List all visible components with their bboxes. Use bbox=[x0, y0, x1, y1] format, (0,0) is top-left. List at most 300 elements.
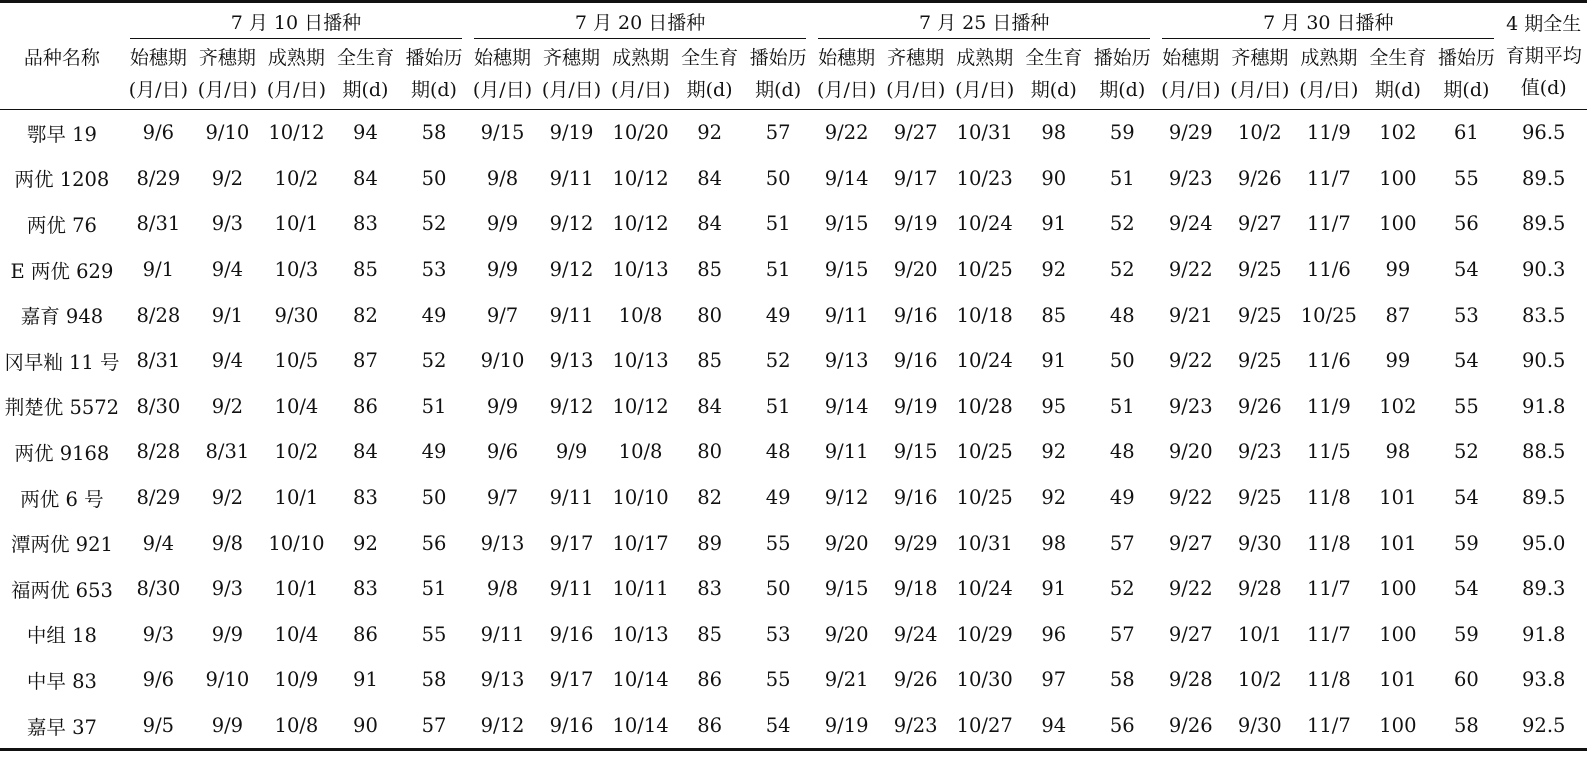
subcolumn-header bbox=[1019, 39, 1088, 110]
table-cell: 9/19 bbox=[893, 394, 938, 418]
table-cell: 56 bbox=[1088, 703, 1156, 750]
table-cell: 61 bbox=[1432, 110, 1500, 156]
table-cell: 11/7 bbox=[1306, 622, 1351, 646]
subcolumn-header-line: 播始历 bbox=[1093, 47, 1151, 69]
table-cell: 10/9 bbox=[274, 668, 319, 692]
table-cell: 9/22 bbox=[1168, 577, 1213, 601]
table-cell: 11/5 bbox=[1306, 440, 1351, 464]
average-value-cell: 91.8 bbox=[1522, 394, 1566, 418]
table-cell: 9/26 bbox=[1237, 166, 1282, 190]
table-cell: 8/30 bbox=[136, 577, 181, 601]
table-cell: 85 bbox=[353, 258, 378, 282]
subcolumn-header-line: 齐穗期 bbox=[198, 47, 256, 69]
average-header-line: 值(d) bbox=[1520, 77, 1567, 99]
table-cell: 9/28 bbox=[1237, 577, 1282, 601]
subcolumn-header bbox=[950, 39, 1019, 110]
table-cell: 10/24 bbox=[956, 577, 1013, 601]
table-cell: 9/3 bbox=[211, 212, 244, 236]
table-cell: 53 bbox=[1454, 303, 1479, 327]
subcolumn-header-line: (月/日) bbox=[610, 79, 671, 101]
table-cell: 9/25 bbox=[1237, 349, 1282, 373]
table-cell: 9/20 bbox=[893, 258, 938, 282]
table-cell: 80 bbox=[697, 303, 723, 327]
table-cell: 10/8 bbox=[618, 440, 663, 464]
table-cell: 57 bbox=[1109, 531, 1135, 555]
subcolumn-header-line: 期(d) bbox=[755, 79, 802, 101]
table-cell: 51 bbox=[765, 212, 791, 236]
variety-name-cell: 中组 18 bbox=[26, 624, 97, 648]
table-cell: 52 bbox=[421, 349, 447, 373]
table-cell: 10/25 bbox=[956, 258, 1013, 282]
table-cell: 9/12 bbox=[468, 703, 537, 750]
subcolumn-header-line: (月/日) bbox=[541, 79, 602, 101]
subcolumn-header-line: 播始历 bbox=[1437, 47, 1495, 69]
table-cell: 90 bbox=[1041, 166, 1067, 190]
subcolumn-header bbox=[537, 39, 606, 110]
table-cell: 8/31 bbox=[136, 212, 181, 236]
subcolumn-header bbox=[124, 39, 193, 110]
sowing-date-group-header: 7 月 30 日播种 bbox=[1156, 2, 1500, 40]
table-cell: 82 bbox=[697, 486, 723, 510]
table-cell: 10/1 bbox=[1237, 622, 1282, 646]
table-cell: 9/26 bbox=[1237, 394, 1282, 418]
table-cell: 10/31 bbox=[950, 110, 1019, 156]
table-cell: 9/15 bbox=[824, 212, 869, 236]
variety-name-cell: E 两优 629 bbox=[10, 259, 114, 283]
table-cell: 84 bbox=[697, 166, 723, 190]
table-cell: 9/17 bbox=[549, 531, 594, 555]
table-cell: 9/12 bbox=[549, 212, 594, 236]
table-cell: 85 bbox=[697, 258, 723, 282]
table-cell: 9/11 bbox=[549, 486, 594, 510]
table-cell: 9/26 bbox=[893, 668, 938, 692]
table-cell: 9/3 bbox=[211, 577, 244, 601]
table-cell: 48 bbox=[1109, 440, 1135, 464]
table-cell: 11/7 bbox=[1306, 212, 1351, 236]
variety-name-cell: 两优 6 号 bbox=[20, 487, 104, 511]
table-cell: 52 bbox=[1454, 440, 1479, 464]
table-cell: 10/30 bbox=[956, 668, 1013, 692]
table-cell: 49 bbox=[765, 486, 791, 510]
table-cell: 98 bbox=[1041, 531, 1067, 555]
table-row bbox=[0, 612, 1587, 658]
table-cell: 9/13 bbox=[549, 349, 594, 373]
table-cell: 9/15 bbox=[893, 440, 938, 464]
table-cell: 10/25 bbox=[1300, 303, 1357, 327]
table-cell: 10/13 bbox=[612, 349, 669, 373]
table-cell: 53 bbox=[421, 258, 447, 282]
table-cell: 9/23 bbox=[881, 703, 950, 750]
table-cell: 94 bbox=[331, 110, 400, 156]
table-cell: 8/28 bbox=[136, 440, 181, 464]
average-value-cell: 93.8 bbox=[1522, 668, 1566, 692]
table-cell: 51 bbox=[765, 394, 791, 418]
table-cell: 10/2 bbox=[274, 166, 319, 190]
table-cell: 84 bbox=[353, 166, 378, 190]
table-cell: 9/11 bbox=[549, 166, 594, 190]
table-cell: 51 bbox=[421, 394, 447, 418]
subcolumn-header-line: 齐穗期 bbox=[543, 47, 601, 69]
subcolumn-header-line: 播始历 bbox=[749, 47, 807, 69]
table-cell: 9/29 bbox=[893, 531, 938, 555]
average-value-cell: 90.5 bbox=[1522, 349, 1566, 373]
subcolumn-header bbox=[1363, 39, 1432, 110]
table-cell: 10/17 bbox=[612, 531, 669, 555]
table-cell: 9/24 bbox=[1168, 212, 1213, 236]
subcolumn-header-line: (月/日) bbox=[197, 79, 258, 101]
table-cell: 55 bbox=[765, 531, 791, 555]
table-cell: 9/13 bbox=[480, 531, 525, 555]
table-cell: 87 bbox=[1385, 303, 1411, 327]
subcolumn-header bbox=[1088, 39, 1156, 110]
table-cell: 52 bbox=[1109, 258, 1135, 282]
table-body bbox=[0, 110, 1587, 750]
table-cell: 10/12 bbox=[612, 166, 669, 190]
average-value-cell: 88.5 bbox=[1522, 440, 1566, 464]
table-cell: 100 bbox=[1363, 703, 1432, 750]
table-cell: 82 bbox=[353, 303, 378, 327]
table-cell: 10/4 bbox=[274, 394, 319, 418]
variety-name-cell: 荆楚优 5572 bbox=[4, 396, 120, 420]
table-cell: 9/15 bbox=[824, 258, 869, 282]
table-cell: 92 bbox=[1041, 440, 1067, 464]
table-cell: 9/19 bbox=[537, 110, 606, 156]
table-cell: 9/9 bbox=[193, 703, 262, 750]
table-cell: 49 bbox=[765, 303, 791, 327]
table-cell: 94 bbox=[1019, 703, 1088, 750]
table-cell: 9/13 bbox=[480, 668, 525, 692]
table-cell: 10/18 bbox=[956, 303, 1013, 327]
table-cell: 10/10 bbox=[612, 486, 669, 510]
table-cell: 9/18 bbox=[893, 577, 938, 601]
table-cell: 50 bbox=[1109, 349, 1135, 373]
table-cell: 9/21 bbox=[824, 668, 869, 692]
table-cell: 96 bbox=[1041, 622, 1067, 646]
table-row bbox=[0, 657, 1587, 703]
average-value-cell: 89.5 bbox=[1522, 486, 1566, 510]
table-cell: 9/22 bbox=[1168, 486, 1213, 510]
table-cell: 58 bbox=[400, 110, 468, 156]
subcolumn-header bbox=[606, 39, 675, 110]
subcolumn-header-line: (月/日) bbox=[1161, 79, 1221, 101]
average-value-cell: 89.3 bbox=[1522, 577, 1566, 601]
table-cell: 98 bbox=[1385, 440, 1411, 464]
table-cell: 10/2 bbox=[1237, 668, 1282, 692]
subcolumn-header bbox=[193, 39, 262, 110]
table-cell: 50 bbox=[765, 166, 791, 190]
variety-name-cell: 两优 9168 bbox=[14, 441, 110, 465]
table-cell: 8/29 bbox=[136, 166, 181, 190]
table-cell: 9/20 bbox=[824, 622, 869, 646]
table-cell: 11/9 bbox=[1306, 394, 1351, 418]
subcolumn-header-line: 始穗期 bbox=[1162, 47, 1220, 69]
average-value-cell: 83.5 bbox=[1522, 303, 1566, 327]
table-cell: 11/7 bbox=[1294, 703, 1363, 750]
subcolumn-header-line: 播始历 bbox=[405, 47, 463, 69]
variety-name-cell: 中早 83 bbox=[26, 669, 97, 693]
table-cell: 10/12 bbox=[612, 212, 669, 236]
subcolumn-header bbox=[1294, 39, 1363, 110]
subcolumn-header-line: (月/日) bbox=[266, 79, 327, 101]
table-cell: 11/6 bbox=[1306, 258, 1351, 282]
header-subcolumn-row bbox=[0, 39, 1587, 110]
table-cell: 54 bbox=[1454, 577, 1479, 601]
table-cell: 55 bbox=[421, 622, 447, 646]
sowing-date-group-header: 7 月 25 日播种 bbox=[812, 2, 1156, 40]
table-cell: 57 bbox=[1109, 622, 1135, 646]
table-cell: 56 bbox=[1454, 212, 1479, 236]
table-cell: 60 bbox=[1454, 668, 1479, 692]
table-cell: 9/9 bbox=[211, 622, 244, 646]
subcolumn-header-line: 全生育 bbox=[1369, 47, 1427, 69]
table-row bbox=[0, 292, 1587, 338]
table-cell: 9/13 bbox=[824, 349, 869, 373]
subcolumn-header-line: 期(d) bbox=[1374, 79, 1421, 101]
table-cell: 10/4 bbox=[274, 622, 319, 646]
table-cell: 10/12 bbox=[612, 394, 669, 418]
table-cell: 9/22 bbox=[1168, 258, 1213, 282]
table-cell: 51 bbox=[1109, 166, 1135, 190]
table-cell: 10/5 bbox=[274, 349, 319, 373]
table-cell: 95 bbox=[1041, 394, 1067, 418]
variety-name-cell: 嘉育 948 bbox=[20, 305, 104, 329]
table-cell: 101 bbox=[1379, 531, 1417, 555]
table-cell: 50 bbox=[421, 166, 447, 190]
average-value-cell: 90.3 bbox=[1522, 258, 1566, 282]
subcolumn-header-line: 齐穗期 bbox=[1231, 47, 1289, 69]
table-cell: 9/6 bbox=[486, 440, 519, 464]
subcolumn-header-line: 期(d) bbox=[1030, 79, 1077, 101]
table-cell: 9/29 bbox=[1156, 110, 1225, 156]
table-cell: 10/31 bbox=[956, 531, 1013, 555]
table-cell: 102 bbox=[1363, 110, 1432, 156]
table-cell: 87 bbox=[353, 349, 378, 373]
table-row bbox=[0, 520, 1587, 566]
table-cell: 9/9 bbox=[555, 440, 588, 464]
table-cell: 11/7 bbox=[1306, 577, 1351, 601]
table-cell: 9/27 bbox=[1168, 531, 1213, 555]
table-cell: 10/13 bbox=[612, 622, 669, 646]
subcolumn-header bbox=[1432, 39, 1500, 110]
table-cell: 9/10 bbox=[480, 349, 525, 373]
table-cell: 86 bbox=[675, 703, 744, 750]
table-row bbox=[0, 201, 1587, 247]
table-cell: 10/1 bbox=[274, 577, 319, 601]
subcolumn-header bbox=[1225, 39, 1294, 110]
table-cell: 52 bbox=[1109, 212, 1135, 236]
table-cell: 48 bbox=[765, 440, 791, 464]
table-cell: 9/30 bbox=[274, 303, 319, 327]
table-cell: 83 bbox=[353, 486, 378, 510]
table-cell: 91 bbox=[1041, 349, 1067, 373]
table-cell: 11/8 bbox=[1306, 531, 1351, 555]
table-cell: 9/28 bbox=[1168, 668, 1213, 692]
average-value-cell: 91.8 bbox=[1522, 622, 1566, 646]
subcolumn-header-line: 全生育 bbox=[1025, 47, 1083, 69]
table-cell: 57 bbox=[400, 703, 468, 750]
table-cell: 83 bbox=[353, 577, 378, 601]
average-header-line: 4 期全生 bbox=[1506, 13, 1582, 35]
table-row bbox=[0, 384, 1587, 430]
table-cell: 55 bbox=[1454, 166, 1479, 190]
table-cell: 86 bbox=[697, 668, 723, 692]
table-cell: 92 bbox=[353, 531, 378, 555]
table-cell: 55 bbox=[1454, 394, 1479, 418]
table-cell: 9/27 bbox=[881, 110, 950, 156]
table-cell: 9/8 bbox=[211, 531, 244, 555]
table-cell: 10/3 bbox=[274, 258, 319, 282]
variety-name-cell: 冈早籼 11 号 bbox=[4, 350, 120, 374]
table-cell: 10/23 bbox=[956, 166, 1013, 190]
table-cell: 9/21 bbox=[1168, 303, 1213, 327]
table-cell: 9/27 bbox=[1237, 212, 1282, 236]
table-cell: 11/9 bbox=[1294, 110, 1363, 156]
subcolumn-header-line: 成熟期 bbox=[956, 47, 1014, 69]
table-cell: 99 bbox=[1385, 258, 1411, 282]
table-cell: 54 bbox=[744, 703, 812, 750]
table-cell: 9/17 bbox=[549, 668, 594, 692]
table-cell: 89 bbox=[697, 531, 723, 555]
table-cell: 10/11 bbox=[612, 577, 669, 601]
subcolumn-header bbox=[744, 39, 812, 110]
subcolumn-header-line: (月/日) bbox=[817, 79, 877, 101]
average-header-line: 育期平均 bbox=[1505, 45, 1582, 67]
table-cell: 9/14 bbox=[824, 166, 869, 190]
variety-name-cell: 鄂早 19 bbox=[0, 110, 124, 156]
table-cell: 51 bbox=[1109, 394, 1135, 418]
subcolumn-header-line: (月/日) bbox=[886, 79, 946, 101]
table-cell: 9/22 bbox=[812, 110, 881, 156]
average-value-cell: 95.0 bbox=[1522, 531, 1566, 555]
subcolumn-header-line: 全生育 bbox=[681, 47, 739, 69]
table-cell: 92 bbox=[1041, 258, 1067, 282]
table-row bbox=[0, 110, 1587, 156]
subcolumn-header bbox=[812, 39, 881, 110]
table-cell: 100 bbox=[1379, 622, 1417, 646]
table-cell: 53 bbox=[765, 622, 791, 646]
average-value-cell: 92.5 bbox=[1500, 703, 1587, 750]
table-cell: 98 bbox=[1019, 110, 1088, 156]
table-cell: 9/23 bbox=[1237, 440, 1282, 464]
table-cell: 9/10 bbox=[205, 668, 250, 692]
table-cell: 9/22 bbox=[1168, 349, 1213, 373]
subcolumn-header bbox=[331, 39, 400, 110]
table-cell: 9/25 bbox=[1237, 258, 1282, 282]
subcolumn-header-line: 始穗期 bbox=[474, 47, 532, 69]
subcolumn-header-line: (月/日) bbox=[472, 79, 533, 101]
table-cell: 52 bbox=[765, 349, 791, 373]
subcolumn-header-line: 期(d) bbox=[1443, 79, 1490, 101]
table-cell: 11/7 bbox=[1306, 166, 1351, 190]
table-cell: 84 bbox=[697, 394, 723, 418]
table-cell: 9/30 bbox=[1237, 531, 1282, 555]
table-cell: 86 bbox=[353, 394, 378, 418]
subcolumn-header bbox=[468, 39, 537, 110]
table-cell: 100 bbox=[1379, 577, 1417, 601]
table-cell: 9/27 bbox=[1168, 622, 1213, 646]
table-row bbox=[0, 156, 1587, 202]
table-cell: 10/25 bbox=[956, 440, 1013, 464]
table-cell: 100 bbox=[1379, 166, 1417, 190]
sowing-date-group-header: 7 月 20 日播种 bbox=[468, 2, 812, 40]
table-cell: 90 bbox=[331, 703, 400, 750]
table-cell: 9/24 bbox=[893, 622, 938, 646]
sowing-date-group-header: 7 月 10 日播种 bbox=[124, 2, 468, 40]
table-cell: 9/11 bbox=[824, 440, 869, 464]
table-cell: 10/10 bbox=[268, 531, 325, 555]
table-cell: 58 bbox=[421, 668, 447, 692]
table-cell: 52 bbox=[1109, 577, 1135, 601]
table-cell: 50 bbox=[421, 486, 447, 510]
table-cell: 9/10 bbox=[193, 110, 262, 156]
table-row bbox=[0, 247, 1587, 293]
table-cell: 10/8 bbox=[262, 703, 331, 750]
subcolumn-header-line: 成熟期 bbox=[1300, 47, 1358, 69]
table-cell: 9/3 bbox=[142, 622, 175, 646]
table-cell: 9/9 bbox=[486, 212, 519, 236]
table-cell: 9/16 bbox=[537, 703, 606, 750]
table-cell: 48 bbox=[1109, 303, 1135, 327]
table-cell: 9/11 bbox=[824, 303, 869, 327]
table-cell: 10/28 bbox=[956, 394, 1013, 418]
table-cell: 10/12 bbox=[262, 110, 331, 156]
table-cell: 92 bbox=[675, 110, 744, 156]
subcolumn-header-line: 期(d) bbox=[686, 79, 733, 101]
table-cell: 85 bbox=[697, 349, 723, 373]
table-cell: 56 bbox=[421, 531, 447, 555]
table-cell: 10/1 bbox=[274, 486, 319, 510]
table-cell: 9/20 bbox=[1168, 440, 1213, 464]
average-value-cell: 89.5 bbox=[1522, 166, 1566, 190]
subcolumn-header-line: 期(d) bbox=[410, 79, 457, 101]
table-cell: 9/26 bbox=[1156, 703, 1225, 750]
table-cell: 9/12 bbox=[549, 258, 594, 282]
table-cell: 10/25 bbox=[956, 486, 1013, 510]
table-cell: 9/4 bbox=[211, 349, 244, 373]
table-cell: 55 bbox=[765, 668, 791, 692]
table-cell: 9/2 bbox=[211, 394, 244, 418]
table-cell: 9/16 bbox=[893, 486, 938, 510]
table-cell: 97 bbox=[1041, 668, 1067, 692]
subcolumn-header bbox=[262, 39, 331, 110]
subcolumn-header-line: 期(d) bbox=[1099, 79, 1146, 101]
table-cell: 49 bbox=[421, 303, 447, 327]
subcolumn-header bbox=[675, 39, 744, 110]
subcolumn-header-line: 始穗期 bbox=[129, 47, 187, 69]
table-cell: 49 bbox=[421, 440, 447, 464]
table-row bbox=[0, 429, 1587, 475]
table-cell: 9/1 bbox=[211, 303, 244, 327]
table-cell: 59 bbox=[1088, 110, 1156, 156]
table-cell: 8/29 bbox=[136, 486, 181, 510]
table-cell: 10/20 bbox=[606, 110, 675, 156]
table-cell: 101 bbox=[1379, 668, 1417, 692]
table-cell: 102 bbox=[1379, 394, 1417, 418]
table-cell: 84 bbox=[697, 212, 723, 236]
table-cell: 9/11 bbox=[480, 622, 525, 646]
table-cell: 99 bbox=[1385, 349, 1411, 373]
subcolumn-header-line: 期(d) bbox=[342, 79, 389, 101]
table-cell: 58 bbox=[1109, 668, 1135, 692]
table-cell: 100 bbox=[1379, 212, 1417, 236]
variety-name-header: 品种名称 bbox=[23, 46, 100, 69]
table-cell: 51 bbox=[421, 577, 447, 601]
table-cell: 54 bbox=[1454, 258, 1479, 282]
table-cell: 8/31 bbox=[136, 349, 181, 373]
table-cell: 11/8 bbox=[1306, 668, 1351, 692]
table-cell: 9/7 bbox=[486, 486, 519, 510]
table-cell: 9/8 bbox=[486, 166, 519, 190]
